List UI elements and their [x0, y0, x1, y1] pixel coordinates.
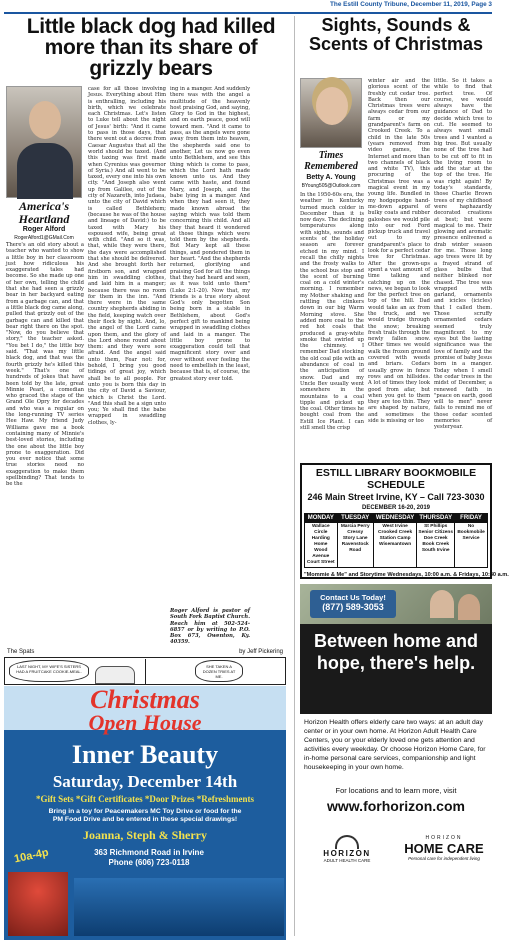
openhouse-items: *Gift Sets *Gift Certificates *Door Prizes *Refreshments — [35, 794, 255, 804]
horizon-headline-box — [300, 624, 492, 714]
openhouse-phone: Phone (606) 723-0118 — [108, 858, 190, 867]
library-footer-right: Wednesdays, 10:00 a.m. & Fridays, 10:30 a.m. — [387, 572, 509, 578]
library-dates: DECEMBER 16-20, 2019 — [361, 505, 431, 511]
horizon-photo — [300, 584, 492, 624]
openhouse-santa-image — [8, 872, 68, 936]
library-schedule-ad — [300, 463, 509, 579]
comic-title: The Spats — [7, 649, 35, 655]
openhouse-names: Joanna, Steph & Sherry — [82, 828, 207, 842]
column-title-heartland: America's Heartland — [18, 199, 70, 226]
day-stops: West Irvine Crooked Creek Station Camp Wisemantown — [373, 523, 416, 568]
contact-phone: (877) 589-3053 — [322, 602, 384, 612]
day-header: MONDAY — [305, 514, 338, 523]
openhouse-title1: Christmas — [90, 685, 200, 714]
left-article-col2: case for all those involving Jesus. Everything about Him is enthralling, including his birth, which we celebrate each Christmas. Let's listen to Luke tell about the night of Jesus' birth: "And it came to pass in those days, that there went out a decree from Caesar Augustus that all the world should be taxed. (And this taxing was first made when Cyrenius was governor of Syria.) And all went to be taxed, every one into his own city. "And Joseph also went up from Galilee, out of the city of Nazareth, into Judaea, unto the city of David which is called Bethlehem; (because he was of the house and lineage of David:) to be taxed with Mary his espoused wife, being great with child. "And so it was, that, while they were there, the days were accomplished that she should be delivered. And she brought forth her firstborn son, and wrapped him in swaddling clothes, and laid him in a manger; because there was no room for them in the inn. "And there were in the same country shepherds abiding in the field, keeping watch over their flock by night. And, lo, the angel of the Lord came upon them, and the glory of the Lord shone round about them: and they were sore afraid. And the angel said unto them, Fear not: for, behold, I bring you good tidings of great joy, which shall be to all people. For unto you is born this day in the city of David a Saviour, which is Christ the Lord. "And this shall be a sign unto you; Ye shall find the babe wrapped in swaddling clothes, ly- — [88, 86, 166, 426]
horizon-body: Horizon Health offers elderly care two ways: at an adult day center or in your own home. At Horizon Adult Health Care Centers, you or your elderly loved one gets attention and activities every weekday. Or choose Horizon Home Care, for in-home personal care services, companionship and light housekeeping in your own home. — [304, 719, 486, 771]
day-header: TUESDAY — [337, 514, 373, 523]
right-article-col2: winter air and the glorious scent of the freshly cut cedar tree. Back then our Christmas trees were always cedar from our farm or my grandparent's farm on Crooked Creek. To a child in the late 50s (years removed from video games, the Internet and more than two channels of black and white TV), this procuring of the Christmas tree was a magical event in my young life. Bundled in my hodgepodge hand-me-down apparel of bulky coats and rubber galoshes we would pile into our red Ford pickup truck and travel out to my grandparent's place to look for a perfect cedar tree for Christmas. After the grown-ups spent a vast amount of time talking and catching up on the news, we began to look for the perfect tree on top of the hill. Dad would take an ax from the truck, and we would trudge through the snow; breaking fresh trails through the newly fallen snow. Other times we would walk the frozen ground covered with weeds and briars. Cedars usually grow in fence rows and on hillsides. A lot of times they look good from afar, but when you get to them they are too thin. They are shaped by nature, and sometimes the side is missing or too — [368, 78, 430, 425]
day-header: FRIDAY — [455, 514, 488, 523]
openhouse-address: 363 Richmond Road in Irvine — [94, 848, 204, 857]
logo1-sub: ADULT HEALTH CARE — [323, 858, 371, 863]
openhouse-bring: Bring in a toy for Peacemakers MC Toy Drive or food for the PM Food Drive and be entered in these special drawings! — [48, 808, 242, 823]
logo1-top: HORIZON — [323, 849, 371, 858]
column-divider — [294, 16, 295, 936]
comic-credit: by Jeff Pickering — [239, 649, 283, 655]
author-email-betty: BYoung505@Outlook.com — [301, 183, 361, 189]
author-name-roger: Roger Alford — [22, 226, 66, 233]
comic-strip — [4, 649, 286, 685]
openhouse-hours: 10a-4p — [13, 846, 50, 866]
logo2-main: HOME CARE — [404, 841, 484, 856]
author-photo-betty — [300, 78, 362, 148]
library-schedule-table — [304, 513, 488, 568]
author-email-roger: RogerAlford1@GMail.Com — [14, 235, 74, 241]
contact-box — [310, 590, 396, 618]
library-address: 246 Main Street Irvine, KY – Call 723-3030 — [307, 492, 485, 502]
left-article-tagline: Roger Alford is pastor of South Fork Baptist Church. Reach him at 502-524-6857 or by writing to P.O. Box 673, Owenton, Ky. 40359. — [170, 608, 250, 646]
comic-bubble-2: SHE TAKEN A DOZEN TRIES AT ME. — [195, 660, 243, 682]
left-article-col1: There's an old story about a teacher who wanted to show a little boy in her classroom just how ridiculous his exaggerated tales had become. So she made up one of her own, telling the child that she had seen a grizzly bear in her backyard eating from a garbage can, and that a little black dog came along, pulled that grizzly out of the garbage can and killed that bear right there on the spot. "Now, do you believe that story," the teacher asked. "You bet I do," the little boy said. "That was my little black dog, and that was the fourth grizzly he's killed this week." That's one of hundreds of jokes that have been told by the late, great Minnie Pearl, a comedian who graced the stage of the Grand Ole Opry for decades and who was a regular on the long-running TV series Hee Haw. My friend Judy Williams gave me a book containing many of Minnie's best-loved stories, including the one about the little boy prone to exaggeration. Did you ever notice that some true stories need no exaggeration to make them spellbinding? That tends to be the — [6, 242, 84, 488]
day-stops: No Bookmobile Service — [455, 523, 488, 568]
day-stops: Wallace Circle Harding Home Wood Avenue Court Street — [305, 523, 338, 568]
day-stops: Marcia Perry Cressy Story Lane Ravenstock Road — [337, 523, 373, 568]
author-name-betty: Betty A. Young — [306, 174, 356, 181]
left-headline: Little black dog had killed more than its share of grizzly bears — [26, 15, 276, 80]
open-house-ad — [4, 686, 286, 940]
header-rule — [4, 12, 492, 14]
page-header: The Estill County Tribune, December 11, 2019, Page 3 — [330, 1, 492, 8]
library-title: ESTILL LIBRARY BOOKMOBILE SCHEDULE — [315, 467, 477, 491]
left-article-col3: ing in a manger. And suddenly there was with the angel a multitude of the heavenly host praising God, and saying, Glory to God in the highest, and on earth peace, good will toward men. "And it came to pass, as the angels were gone away from them into heaven, the shepherds said one to another, Let us now go even unto Bethlehem, and see this thing which is come to pass, which the Lord hath made known unto us. And they came with haste, and found Mary, and Joseph, and the babe lying in a manger. And when they had seen it, they made known abroad the saying which was told them concerning this child. And all they that heard it wondered at those things which were told them by the shepherds. But Mary kept all these things, and pondered them in her heart. "And the shepherds returned, glorifying and praising God for all the things that they had heard and seen, as it was told unto them" (Luke 2:1-20). Now that, my friends is a true story about God's only begotten Son being born in a stable in Bethlehem, about God's perfect gift to mankind being wrapped in swaddling clothes and laid in a manger. The little boy prone to exaggeration could tell that magnificent story over and over without ever feeling the need to embellish in the least, because that is, of course, the greatest story ever told. — [170, 86, 251, 382]
horizon-adult-logo — [302, 835, 392, 875]
column-title-times: Times Remembered — [304, 150, 358, 172]
author-photo-roger — [6, 86, 82, 198]
horizon-url[interactable]: www.forhorizon.com — [327, 798, 465, 814]
comic-divider — [145, 659, 146, 685]
sun-icon — [335, 835, 359, 849]
horizon-cta: For locations and to learn more, visit — [335, 786, 457, 795]
openhouse-shop: Inner Beauty — [71, 740, 219, 769]
openhouse-title2: Open House — [88, 710, 202, 735]
comic-bubble-1: LAST NIGHT, MY WIFE'S SISTERS HAD A FRUITCAKE COOKIE-MEAL. — [9, 660, 89, 682]
contact-line1: Contact Us Today! — [320, 593, 386, 602]
library-footer-left: "Mommie & Me" and Storytime — [304, 572, 386, 578]
logo2-sub: Personal care for independent living — [408, 856, 480, 861]
day-header: THURSDAY — [417, 514, 455, 523]
horizon-home-logo — [396, 835, 492, 875]
openhouse-date: Saturday, December 14th — [52, 772, 238, 791]
logo2-top: HORIZON — [425, 835, 463, 841]
right-article-col1: In the 1950-60s era, the weather in Kentucky turned much colder in December than it is now days. The declining temperatures along with sights, sounds and scents of the holiday season are forever etched in my mind. I recall the chilly nights and the frosty walks to the school bus stop and the scent of burning coal on a cold winter's morning. I remember my Mother shaking and rattling the clinkers down in our big Warm Morning stove. She added more coal to the red hot coals that produced a gray-white smoke that swirled up the chimney. I remember Dad stocking the old coal pile with an abundance of coal in the anticipation of snow. Dad and my Uncle Bev usually went somewhere in the mountains to a coal tipple and picked up the coal. Other times he bought coal from the Estill Ice Plant. I can still smell the crisp — [300, 192, 364, 431]
right-headline: Sights, Sounds & Scents of Christmas — [308, 15, 484, 54]
horizon-headline: Between home and hope, there's help. — [313, 631, 479, 673]
openhouse-decor-image — [74, 878, 284, 936]
comic-figure-1 — [95, 666, 135, 684]
day-header: WEDNESDAY — [373, 514, 416, 523]
day-stops: St Phillips Senior Citizens Doe Creek Book Creek South Irvine — [417, 523, 455, 568]
right-article-col3: little. So it takes a while to find that perfect tree. Of course, we would always have the guidance of Dad to decide which tree to cut. He seemed to always want small trees and I wanted a big tree. But usually none of the tree had to be cut off to fit in the living room to add the star at the top of the tree. He was right again! By today's standards, those Charlie Brown trees of my childhood were haphazardly decorated creations at best; but were magical to me. Their glowing and aromatic presence enlivened a drab winter season for me. Those long ago trees were lit by a frayed strand of glass bulbs that neither blinked nor chased. The tree was wrapped with garland, ornaments and icicles (icicles) that I called them. Those scruffy ornamented cedars seemed truly magnificent to my eyes but the lasting significance was the love of family and the promise of baby Jesus born in a manger. Today when I smell the cedar trees in the midst of December, a renewed faith in "peace on earth, good will to men" never fails to remind me of those cedar scented memories of yesteryear. — [434, 78, 492, 431]
